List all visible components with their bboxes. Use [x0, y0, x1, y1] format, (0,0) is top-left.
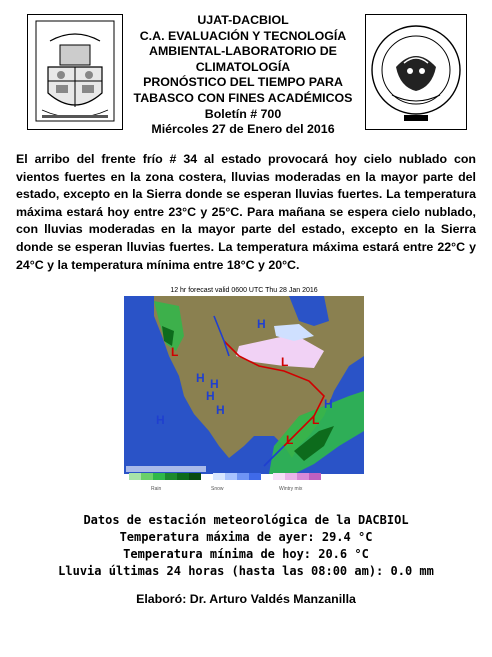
high-pressure-marker: H: [156, 413, 165, 427]
high-pressure-marker: H: [206, 389, 215, 403]
header-line-climatology: CLIMATOLOGÍA: [195, 59, 291, 74]
header-line-group: C.A. EVALUACIÓN Y TECNOLOGÍA: [139, 28, 347, 43]
high-pressure-marker: H: [257, 317, 266, 331]
forecast-paragraph: [16, 151, 476, 274]
map-title: 12 hr forecast valid 0600 UTC Thu 28 Jan 2016: [170, 287, 318, 294]
station-rain: Lluvia últimas 24 horas (hasta las 08:00 am): 0.0 mm: [58, 564, 434, 578]
ujat-shield-logo-left: [27, 14, 123, 130]
bulletin-header: [120, 13, 366, 138]
low-pressure-marker: L: [312, 413, 320, 427]
legend-rain-label: Rain: [151, 486, 162, 492]
low-pressure-marker: L: [281, 355, 289, 369]
author-credit: Elaboró: Dr. Arturo Valdés Manzanilla: [136, 592, 356, 606]
low-pressure-marker: L: [286, 433, 294, 447]
high-pressure-marker: H: [324, 397, 333, 411]
map-image: [124, 296, 364, 474]
header-line-purpose: TABASCO CON FINES ACADÉMICOS: [133, 90, 353, 105]
legend-wintry-label: Wintry mix: [279, 486, 303, 492]
high-pressure-marker: H: [210, 377, 219, 391]
station-min-temp: Temperatura mínima de hoy: 20.6 °C: [123, 547, 369, 561]
bulletin-date: Miércoles 27 de Enero del 2016: [151, 122, 335, 137]
header-line-lab: AMBIENTAL-LABORATORIO DE: [149, 44, 337, 59]
bulletin-number: Boletín # 700: [204, 106, 282, 121]
header-line-forecast: PRONÓSTICO DEL TIEMPO PARA: [143, 75, 343, 90]
dacbiol-seal-logo-right: [365, 14, 467, 130]
high-pressure-marker: H: [216, 403, 225, 417]
station-data: [0, 512, 492, 580]
forecast-text: El arribo del frente frío # 34 al estado provocará hoy cielo nublado con vientos fuertes en la zona costera, lluvias moderadas en la mayor parte del estado, excepto en la Sierra donde se esperan lluvias fuertes. La temperatura máxima estará hoy entre 23°C y 25°C. Para mañana se espera cielo nublado, con lluvias moderadas en la mayor parte del estado, excepto en la Sierra donde se esperan lluvias fuertes. La temperatura máxima estará entre 22°C y 24°C y la temperatura mínima entre 18°C y 20°C.: [16, 152, 476, 272]
station-max-temp: Temperatura máxima de ayer: 29.4 °C: [119, 530, 373, 544]
weather-forecast-map: [119, 286, 369, 496]
low-pressure-marker: L: [171, 345, 179, 359]
station-title: Datos de estación meteorológica de la DACBIOL: [83, 513, 409, 527]
legend-snow-label: Snow: [211, 486, 224, 492]
precip-legend: [127, 472, 361, 482]
high-pressure-marker: H: [196, 371, 205, 385]
header-line-institution: UJAT-DACBIOL: [197, 13, 289, 27]
